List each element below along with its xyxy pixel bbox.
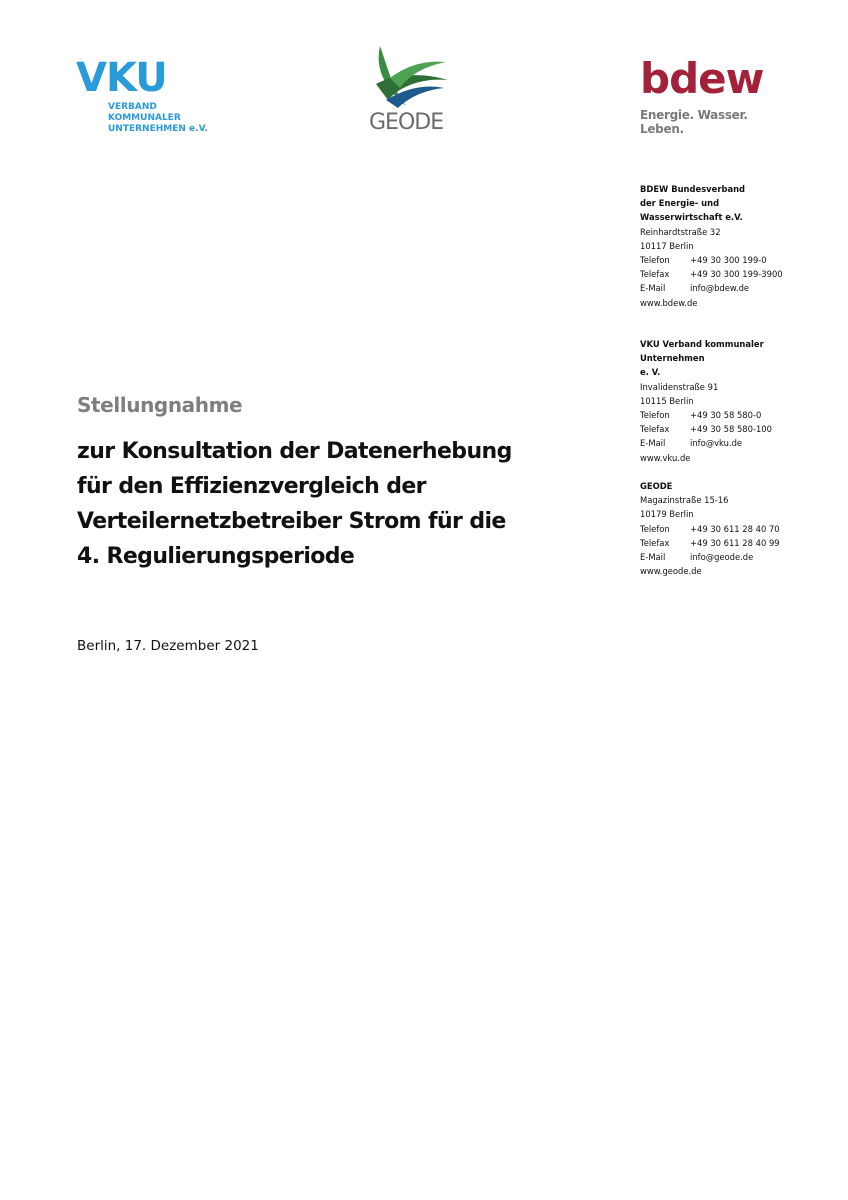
geode-logo (366, 44, 458, 134)
fax-label: Telefax (640, 424, 670, 435)
contact-bdew (640, 182, 820, 310)
fax-value: +49 30 58 580-100 (690, 424, 772, 435)
document-date: Berlin, 17. Dezember 2021 (77, 638, 259, 654)
title-line-1: zur Konsultation der Datenerhebung (77, 439, 512, 464)
phone-label: Telefon (640, 255, 670, 266)
contact-vku-street: Invalidenstraße 91 (640, 381, 719, 392)
document-title (77, 434, 537, 574)
title-line-4: 4. Regulierungsperiode (77, 544, 355, 569)
contact-geode-web-link[interactable]: www.geode.de (640, 566, 702, 577)
bdew-logo-mark: bdew (640, 54, 764, 103)
contact-geode-city: 10179 Berlin (640, 509, 694, 520)
contact-geode (640, 479, 820, 578)
contact-geode-phone-row (640, 522, 820, 536)
email-label: E-Mail (640, 438, 666, 449)
email-link[interactable]: info@geode.de (690, 552, 754, 563)
contact-geode-name: GEODE (640, 481, 673, 491)
fax-value: +49 30 611 28 40 99 (690, 537, 780, 548)
phone-label: Telefon (640, 410, 670, 421)
contact-bdew-name-3: Wasserwirtschaft e.V. (640, 212, 743, 223)
contact-vku-name-1: VKU Verband kommunaler Unternehmen (640, 339, 764, 364)
contact-vku-name-2: e. V. (640, 367, 661, 378)
email-label: E-Mail (640, 552, 666, 563)
bdew-logo (640, 54, 790, 136)
email-link[interactable]: info@bdew.de (690, 283, 750, 294)
contact-bdew-street: Reinhardtstraße 32 (640, 226, 721, 237)
contact-vku (640, 337, 820, 465)
contact-geode-street: Magazinstraße 15-16 (640, 495, 729, 506)
contact-bdew-fax-row (640, 267, 820, 281)
vku-logo (76, 55, 226, 134)
email-link[interactable]: info@vku.de (690, 438, 743, 449)
email-label: E-Mail (640, 283, 666, 294)
title-line-2: für den Effizienzvergleich der (77, 474, 426, 499)
vku-logo-subtitle (108, 102, 226, 135)
contact-bdew-name-2: der Energie- und (640, 198, 720, 209)
vku-logo-mark: VKU (76, 55, 167, 101)
title-line-3: Verteilernetzbetreiber Strom für die (77, 509, 506, 534)
geode-wordmark: GEODE (369, 110, 444, 135)
contact-geode-email-row (640, 550, 820, 564)
contact-vku-fax-row (640, 422, 820, 436)
contact-vku-phone-row (640, 408, 820, 422)
document-label: Stellungnahme (77, 393, 243, 417)
contact-vku-email-row (640, 436, 820, 450)
phone-value: +49 30 58 580-0 (690, 410, 762, 421)
contact-geode-fax-row (640, 536, 820, 550)
contact-bdew-phone-row (640, 253, 820, 267)
vku-subtitle-line-2: UNTERNEHMEN e.V. (108, 124, 208, 134)
vku-subtitle-line-1: VERBAND KOMMUNALER (108, 102, 181, 123)
phone-value: +49 30 300 199-0 (690, 255, 767, 266)
contact-bdew-email-row (640, 281, 820, 295)
fax-label: Telefax (640, 269, 670, 280)
fax-label: Telefax (640, 537, 670, 548)
contact-bdew-name-1: BDEW Bundesverband (640, 184, 746, 194)
bdew-tagline: Energie. Wasser. Leben. (640, 108, 748, 136)
contact-vku-city: 10115 Berlin (640, 395, 694, 406)
contact-bdew-web-link[interactable]: www.bdew.de (640, 297, 698, 308)
phone-value: +49 30 611 28 40 70 (690, 523, 780, 534)
geode-leaf-icon (366, 44, 458, 110)
contact-vku-web-link[interactable]: www.vku.de (640, 452, 691, 463)
contact-bdew-city: 10117 Berlin (640, 240, 694, 251)
phone-label: Telefon (640, 523, 670, 534)
fax-value: +49 30 300 199-3900 (690, 269, 783, 280)
